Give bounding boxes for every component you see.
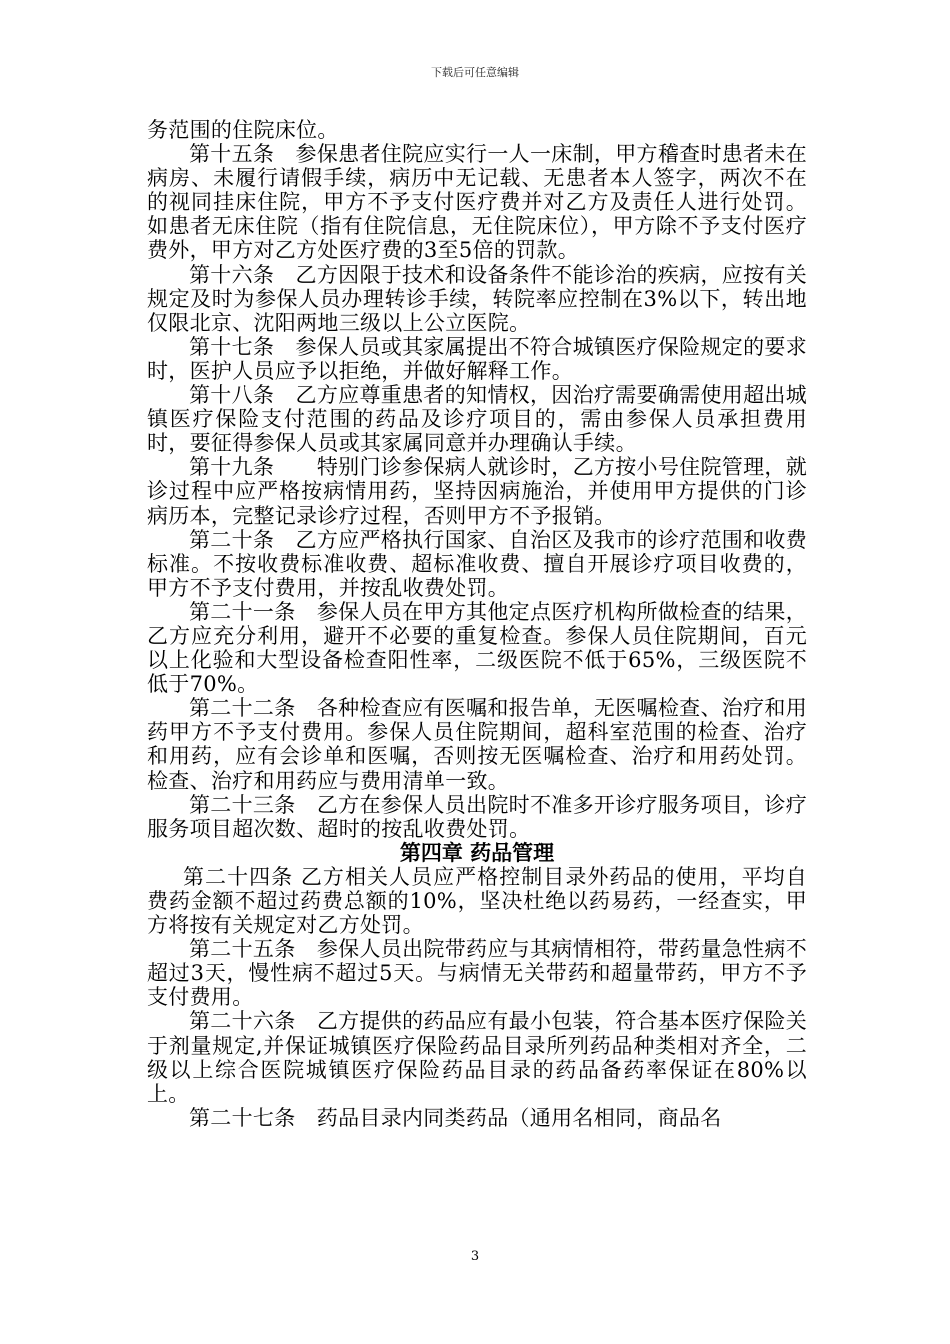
paragraph-article-26: 第二十六条 乙方提供的药品应有最小包装，符合基本医疗保险关于剂量规定,并保证城镇医疗保险药品目录所列药品种类相对齐全，二级以上综合医院城镇医疗保险药品目录的药品备药率保证在80%以上。 <box>147 1009 807 1106</box>
paragraph-article-22: 第二十二条 各种检查应有医嘱和报告单，无医嘱检查、治疗和用药甲方不予支付费用。参保人员住院期间，超科室范围的检查、治疗和用药，应有会诊单和医嘱，否则按无医嘱检查、治疗和用药处罚。检查、治疗和用药应与费用清单一致。 <box>147 696 807 793</box>
paragraph-continuation: 务范围的住院床位。 <box>147 118 339 142</box>
paragraph-article-21: 第二十一条 参保人员在甲方其他定点医疗机构所做检查的结果，乙方应充分利用，避开不必要的重复检查。参保人员住院期间，百元以上化验和大型设备检查阳性率，二级医院不低于65%，三级医院不低于70%。 <box>147 599 807 697</box>
page-number: 3 <box>470 1249 480 1264</box>
paragraph-article-17: 第十七条 参保人员或其家属提出不符合城镇医疗保险规定的要求时，医护人员应予以拒绝，并做好解释工作。 <box>147 334 807 383</box>
paragraph-article-27: 第二十七条 药品目录内同类药品（通用名相同，商品名 <box>189 1105 722 1130</box>
paragraph-article-18: 第十八条 乙方应尊重患者的知情权，因治疗需要确需使用超出城镇医疗保险支付范围的药品及诊疗项目的，需由参保人员承担费用时，要征得参保人员或其家属同意并办理确认手续。 <box>147 383 807 456</box>
paragraph-article-16: 第十六条 乙方因限于技术和设备条件不能诊治的疾病，应按有关规定及时为参保人员办理转诊手续，转院率应控制在3%以下，转出地仅限北京、沈阳两地三级以上公立医院。 <box>147 262 807 335</box>
paragraph-article-20: 第二十条 乙方应严格执行国家、自治区及我市的诊疗范围和收费标准。不按收费标准收费、超标准收费、擅自开展诊疗项目收费的，甲方不予支付费用，并按乱收费处罚。 <box>147 527 807 600</box>
paragraph-article-24: 第二十四条 乙方相关人员应严格控制目录外药品的使用，平均自费药金额不超过药费总额的10%，坚决杜绝以药易药，一经查实，甲方将按有关规定对乙方处罚。 <box>147 864 807 938</box>
page-header: 下载后可任意编辑 <box>431 66 519 79</box>
document-body <box>147 118 807 1130</box>
paragraph-article-23: 第二十三条 乙方在参保人员出院时不准多开诊疗服务项目，诊疗服务项目超次数、超时的按乱收费处罚。 <box>147 792 807 841</box>
chapter-heading: 第四章 药品管理 <box>399 840 555 865</box>
paragraph-article-15: 第十五条 参保患者住院应实行一人一床制，甲方稽查时患者未在病房、未履行请假手续，病历中无记载、无患者本人签字，两次不在的视同挂床住院，甲方不予支付医疗费并对乙方及责任人进行处罚。如患者无床住院（指有住院信息，无住院床位），甲方除不予支付医疗费外，甲方对乙方处医疗费的3至5倍的罚款。 <box>147 142 807 263</box>
paragraph-article-19: 第十九条 特别门诊参保病人就诊时，乙方按小号住院管理，就诊过程中应严格按病情用药，坚持因病施治，并使用甲方提供的门诊病历本，完整记录诊疗过程，否则甲方不予报销。 <box>147 455 807 528</box>
paragraph-article-25: 第二十五条 参保人员出院带药应与其病情相符，带药量急性病不超过3天，慢性病不超过5天。与病情无关带药和超量带药，甲方不予支付费用。 <box>147 937 807 1010</box>
